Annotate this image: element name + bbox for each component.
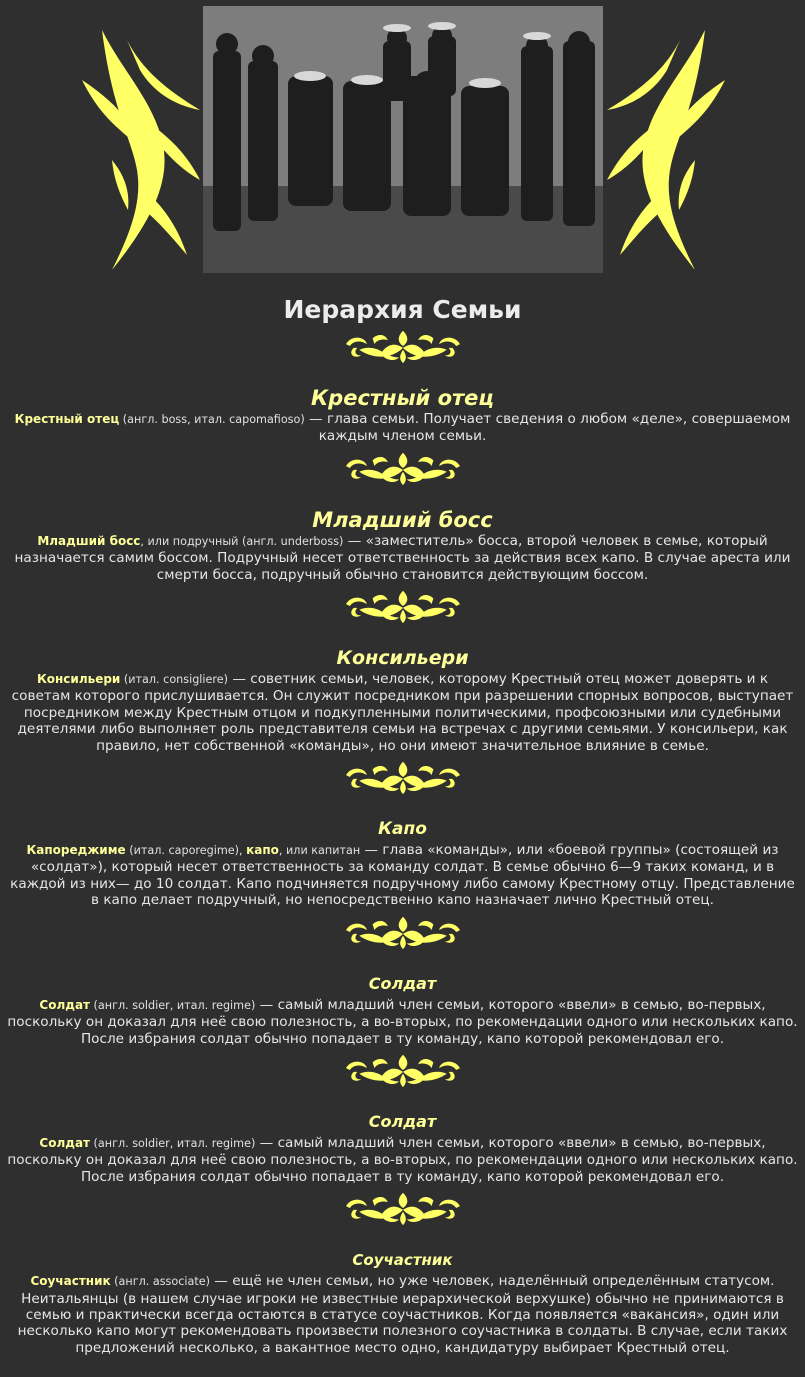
ornament-divider-icon: [341, 1051, 465, 1089]
section-description: [6, 411, 799, 445]
term-origin: , или подручный (англ. underboss): [140, 534, 344, 548]
term-origin: (итал. consigliere): [120, 673, 228, 687]
term-origin: (англ. boss, итал. capomafioso): [119, 413, 305, 426]
ornament-divider-icon: [341, 327, 465, 365]
section-description: [6, 1273, 799, 1356]
hierarchy-sections: [0, 365, 805, 1356]
term-name: Соучастник: [30, 1274, 111, 1289]
description-text: — глава «команды», или «боевой группы» (состоящей из «солдат»), который несет ответственность за команду солдат. В семье обычно 6—9 таких команд, и в каждой из них— до 10 солдат. Капо подчиняется подручному либо самому Крестному отцу. Представление в капо делает подручный, но непосредственно капо назначает лично Крестный отец.: [10, 842, 795, 909]
section-heading: Солдат: [368, 1111, 437, 1131]
tribal-ornament-left-icon: [82, 30, 202, 270]
tribal-ornament-right-icon: [605, 30, 725, 270]
term-origin: , или капитан: [278, 844, 361, 858]
ornament-divider-icon: [341, 449, 465, 487]
header: [0, 0, 805, 285]
section-description: [6, 997, 799, 1047]
section-heading: Соучастник: [352, 1251, 453, 1270]
term-origin: (англ. soldier, итал. regime): [90, 1136, 256, 1150]
term-origin: (итал. caporegime),: [125, 844, 247, 858]
ornament-divider-icon: [341, 587, 465, 625]
family-photo: [203, 6, 603, 273]
section-description: [6, 671, 799, 754]
section: [0, 816, 805, 909]
term-origin: (англ. soldier, итал. regime): [90, 998, 256, 1012]
description-text: — самый младший член семьи, которого «ввели» в семью, во-первых, поскольку он доказал для неё свою полезность, а во-вторых, по рекомендации одного или нескольких капо. После избрания солдат обычно попадает в ту команду, капо которой рекомендовал его.: [7, 1134, 798, 1185]
section: [0, 1109, 805, 1185]
description-text: — ещё не член семьи, но уже человек, наделённый определённым статусом. Неитальянцы (в нашем случае игроки не известные иерархической верхушке) обычно не принимаются в семью и практически всегда остаются в статусе соучастников. Когда появляется «вакансия», один или несколько капо могут рекомендовать произвести полезного соучастника в солдаты. В случае, если таких предложений несколько, а вакантное место одно, кандидатуру выбирает Крестный отец.: [17, 1273, 788, 1356]
section-description: [6, 842, 799, 909]
description-text: — советник семьи, человек, которому Крестный отец может доверять и к советам которого прислушивается. Он служит посредником при разрешении спорных вопросов, выступает посредником между Крестным отцом и подкупленными политическими, профсоюзными или судебными деятелями либо выполняет роль представителя семьи на встречах с другими семьями. У консильери, как правило, нет собственной «команды», но они имеют значительное влияние в семье.: [11, 671, 794, 754]
section: [0, 645, 805, 754]
section: [0, 1247, 805, 1356]
section-heading: Младший босс: [312, 507, 493, 532]
description-text: — самый младший член семьи, которого «ввели» в семью, во-первых, поскольку он доказал для неё свою полезность, а во-вторых, по рекомендации одного или нескольких капо. После избрания солдат обычно попадает в ту команду, капо которой рекомендовал его.: [7, 996, 798, 1047]
section-heading: Капо: [378, 819, 427, 840]
term-name: капо: [246, 843, 279, 858]
term-name: Крестный отец: [14, 412, 120, 426]
ornament-divider-icon: [341, 1189, 465, 1227]
term-name: Консильери: [36, 672, 121, 687]
term-name: Капореджиме: [26, 843, 126, 858]
term-name: Младший босс: [37, 533, 141, 548]
section-description: [6, 1135, 799, 1185]
term-name: Солдат: [39, 997, 90, 1012]
page-title: Иерархия Семьи: [283, 295, 522, 324]
section-description: [6, 533, 799, 583]
description-text: — глава семьи. Получает сведения о любом «деле», совершаемом каждым членом семьи.: [304, 411, 791, 445]
term-origin: (англ. associate): [110, 1275, 210, 1289]
section: [0, 507, 805, 583]
ornament-divider-icon: [341, 758, 465, 796]
term-name: Солдат: [39, 1135, 90, 1150]
section-heading: Консильери: [336, 647, 469, 670]
ornament-divider-icon: [341, 913, 465, 951]
section-heading: Крестный отец: [311, 386, 494, 410]
description-text: — «заместитель» босса, второй человек в семье, который назначается самим боссом. Подручный несет ответственность за действия всех капо. В случае ареста или смерти босса, подручный обычно становится действующим боссом.: [14, 532, 791, 583]
section: [0, 971, 805, 1047]
section: [0, 385, 805, 445]
section-heading: Солдат: [368, 973, 437, 993]
